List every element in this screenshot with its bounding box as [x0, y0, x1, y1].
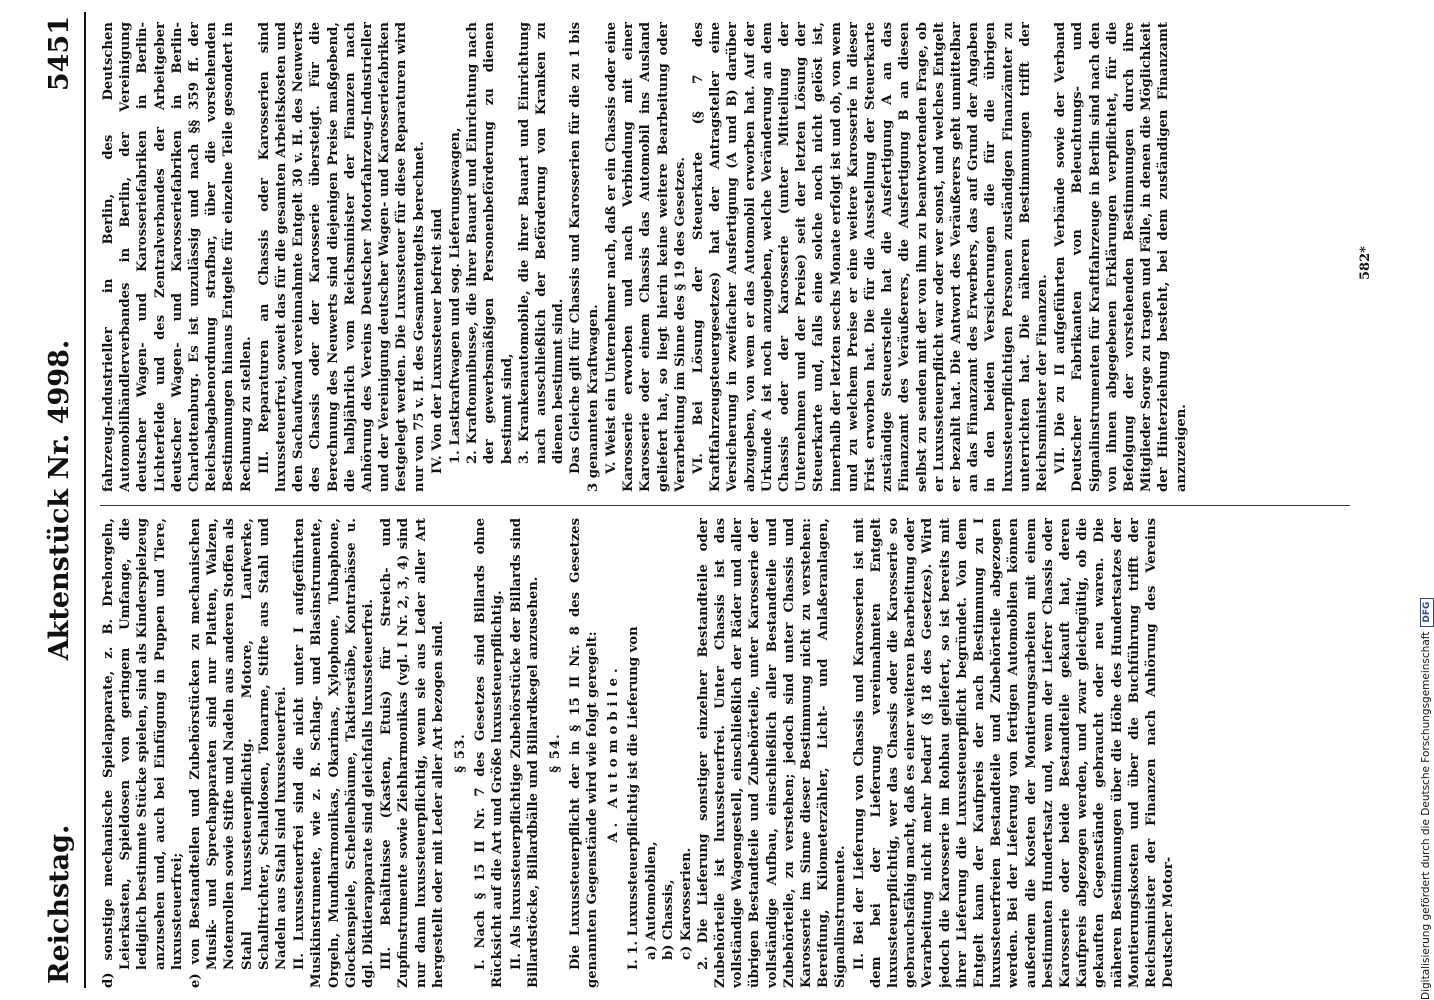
right-column-paragraph: V. Weist ein Unternehmer nach, daß er ein Chassis oder eine Karosserie erworben und nach Verbindung mit einer Karosserie oder einem Chassis das Automobil ins Ausland geliefert hat, so liegt hierin keine weitere Bearbeitung oder Verarbeitung im Sinne des § 19 des Gesetzes. — [603, 22, 688, 492]
right-column-paragraph: 3. Krankenautomobile, die ihrer Bauart und Einrichtung nach ausschließlich der Beförderung von Kranken zu dienen bestimmt sind. — [516, 22, 567, 464]
left-column-paragraph: I. 1. Luxussteuerpflichtig ist die Lieferung von — [625, 626, 641, 970]
header-institution: Reichstag. — [44, 824, 75, 984]
right-column-paragraph: III. Reparaturen an Chassis oder Karosserien sind luxussteuerfrei, soweit das für die gesamten Arbeitskosten und den Sachaufwand vereinnahmte Entgelt 30 v. H. des Neuwerts des Chassis oder der Karosserie übersteigt. Für die Berechnung des Neuwerts sind diejenigen Preise maßgebend, die halbjährlich vom Reichsminister der Finanzen nach Anhörung des Vereins Deutscher Motorfahrzeug-Industrieller und der Vereinigung deutscher Wagen- und Karosseriefabriken festgelegt werden. Die Luxussteuer für diese Reparaturen wird nur von 75 v. H. des Gesamtentgelts berechnet. — [256, 22, 427, 492]
digitization-credit-strip — [1418, 0, 1434, 1000]
right-column-paragraph: Das Gleiche gilt für Chassis und Karosserien für die zu 1 bis 3 genannten Kraftwagen. — [568, 22, 601, 492]
left-column-paragraph: c) Karosserien. — [678, 847, 694, 960]
digitization-credit-text: Digitalisierung gefördert durch die Deutsche Forschungsgemeinschaft — [1420, 631, 1432, 1000]
left-column-paragraph: d) sonstige mechanische Spielapparate, z. B. Drehorgeln, Leierkasten, Spieldosen von geringem Umfange, die lediglich bestimmte Stücke spielen, sind als Kinderspielzeug anzusehen und, auch bei Einfügung in Puppen und Tiere, luxussteuerfrei; — [101, 518, 185, 988]
right-column-paragraph: 2. Kraftomnibusse, die ihrer Bauart und Einrichtung nach der gewerbsmäßigen Personenbeförderung zu dienen bestimmt sind, — [465, 22, 515, 464]
left-column-paragraph: II. Luxussteuerfrei sind die nicht unter I aufgeführten Musikinstrumente, wie z. B. Schlag- und Blasinstrumente, Orgeln, Mundharmonikas, Okarinas, Xylophone, Tubaphone, Glockenspiele, Schellenbäume, Taktierstäbe, Kontrabässe u. dgl. Diktierapparate sind gleichfalls luxussteuerfrei. — [292, 518, 377, 988]
page-header — [44, 12, 86, 988]
left-column-paragraph: I. Nach § 15 II Nr. 7 des Gesetzes sind Billards ohne Rücksicht auf die Art und Größe luxussteuerpflichtig. — [473, 518, 506, 988]
left-text-column — [100, 518, 1350, 988]
left-column-paragraph: II. Bei der Lieferung von Chassis und Karosserien ist mit dem bei der Lieferung vereinnahmten Entgelt luxussteuerpflichtig, wer das Chassis oder die Karosserie so gebrauchsfähig macht, daß es einer weiteren Bearbeitung oder Verarbeitung nicht mehr bedarf (§ 18 des Gesetzes). Wird jedoch die Karosserie im Rohbau geliefert, so ist bereits mit ihrer Lieferung die Luxussteuerpflicht begründet. Von dem Entgelt kann der Kaufpreis der nach Bestimmung zu I luxussteuerfreien Bestandteile und Zubehörteile abgezogen werden. Bei der Lieferung von fertigen Automobilen können außerdem die Kosten der Montierungsarbeiten mit einem bestimmten Hundertsatz und, wenn der Liefrer Chassis oder Karosserie oder beide Bestandteile gekauft hat, deren Kaufpreis abgezogen werden, und zwar gleichgültig, ob die gekauften Gegenstände gebraucht oder neu waren. Die näheren Bestimmungen über die Höhe des Hundertsatzes der Montierungskosten und über die Buchführung trifft der Reichsminister der Finanzen nach Anhörung des Vereins Deutscher Motor- — [851, 518, 1177, 988]
left-column-paragraph: e) von Bestandteilen und Zubehörstücken zu mechanischen Musik- und Sprechapparaten sind nur Platten, Walzen, Notenrollen sowie Stifte und Nadeln aus anderen Stoffen als Stahl luxussteuerpflichtig. Motore, Laufwerke, Schalltrichter, Schalldosen, Tonarme, Stifte aus Stahl und Nadeln aus Stahl sind luxussteuerfrei. — [188, 518, 290, 988]
left-column-paragraph: Die Luxussteuerpflicht der in § 15 II Nr. 8 des Gesetzes genannten Gegenstände wird wie folgt geregelt: — [568, 518, 601, 988]
right-column-paragraph: VII. Die zu II aufgeführten Verbände sowie der Verband Deutscher Fabrikanten von Beleuchtungs- und Signalinstrumenten für Kraftfahrzeuge in Berlin sind nach den von ihnen abgegebenen Erklärungen verpflichtet, für die Befolgung der vorstehenden Bestimmungen durch ihre Mitglieder Sorge zu tragen und Fälle, in denen die Möglichkeit der Hinterziehung besteht, bei dem zuständigen Finanzamt anzuzeigen. — [1053, 22, 1189, 492]
column-divider — [100, 505, 1350, 506]
right-text-column — [100, 22, 1350, 492]
left-column-paragraph: 2. Die Lieferung sonstiger einzelner Bestandteile oder Zubehörteile ist luxussteuerfrei. Unter Chassis ist das vollständige Wagengestell, einschließlich der Räder und aller übrigen Bestandteile und Zubehörteile, unter Karosserie der vollständige Aufbau, einschließlich aller Bestandteile und Zubehörteile, zu verstehen; jedoch sind unter Chassis und Karosserie im Sinne dieser Bestimmung nicht zu verstehen: Bereifung, Kilometerzähler, Licht- und Anlaßeranlagen, Signalinstrumente. — [695, 518, 849, 988]
left-column-section-heading: § 53. — [453, 733, 469, 773]
left-column-subheading: A. Automobile. — [605, 663, 621, 843]
left-column-paragraph: b) Chassis, — [661, 879, 677, 960]
left-column-paragraph: III. Behältnisse (Kasten, Etuis) für Streich- und Zupfinstrumente sowie Ziehharmonikas (vgl. I Nr. 2, 3, 4) sind nur dann luxussteuerpflichtig, wenn sie aus Leder aller Art hergestellt oder mit Leder aller Art bezogen sind. — [379, 518, 446, 988]
dfg-logo: DFG — [1420, 598, 1434, 627]
left-column-section-heading: § 54. — [548, 733, 564, 773]
digitization-credit — [1418, 0, 1434, 1000]
header-page-number: 5451 — [44, 16, 75, 92]
right-column-paragraph: IV. Von der Luxussteuer befreit sind — [429, 208, 445, 474]
right-column-paragraph: fahrzeug-Industrieller in Berlin, des Deutschen Automobilhändlerverbandes in Berlin, der Vereinigung deutscher Wagen- und Karosseriefabriken in Berlin-Lichterfelde und des Zentralverbandes der Arbeitgeber deutscher Wagen- und Karosseriefabriken in Berlin-Charlottenburg. Es ist unzulässig und nach §§ 359 ff. der Reichsabgabenordnung strafbar, über die vorstehenden Bestimmungen hinaus Entgelte für einzelne Teile gesondert in Rechnung zu stellen. — [101, 22, 254, 492]
left-column-paragraph: II. Als luxussteuerpflichtige Zubehörstücke der Billards sind Billardstöcke, Billardbälle und Billardkegel anzusehen. — [508, 518, 541, 988]
header-document-number: Aktenstück Nr. 4998. — [44, 339, 75, 661]
right-column-paragraph: 1. Lastkraftwagen und sog. Lieferungswagen, — [448, 127, 464, 464]
left-column-paragraph: a) Automobilen, — [644, 841, 660, 960]
sheet-signature: 582* — [1358, 246, 1373, 280]
right-column-paragraph: VI. Bei Lösung der Steuerkarte (§ 7 des Kraftfahrzeugsteuergesetzes) hat der Antragsteller eine Versicherung in zweifacher Ausfertigung (A und B) darüber abzugeben, von wem er das Automobil erworben hat. Auf der Urkunde A ist noch anzugeben, welche Veränderung an dem Chassis oder der Karosserie (unter Mitteilung der Unternehmen und der Preise) seit der letzten Lösung der Steuerkarte und, falls eine solche noch nicht gelöst ist, innerhalb der letzten sechs Monate erfolgt ist und ob, von wem und zu welchem Preise er eine weitere Karosserie in dieser Frist erworben hat. Die für die Ausstellung der Steuerkarte zuständige Steuerstelle hat die Ausfertigung A an das Finanzamt des Veräußerers, die Ausfertigung B an diesen selbst zu senden mit der von ihm zu beantwortenden Frage, ob er Luxussteuerpflicht war oder wer sonst, und welches Entgelt er bezahlt hat. Die Antwort des Veräußerers geht unmittelbar an das Finanzamt des Erwerbers, das auf Grund der Angaben in den beiden Versicherungen die für die übrigen luxussteuerpflichtigen Personen zuständigen Finanzämter zu unterrichten hat. Die näheren Bestimmungen trifft der Reichsminister der Finanzen. — [690, 22, 1050, 492]
